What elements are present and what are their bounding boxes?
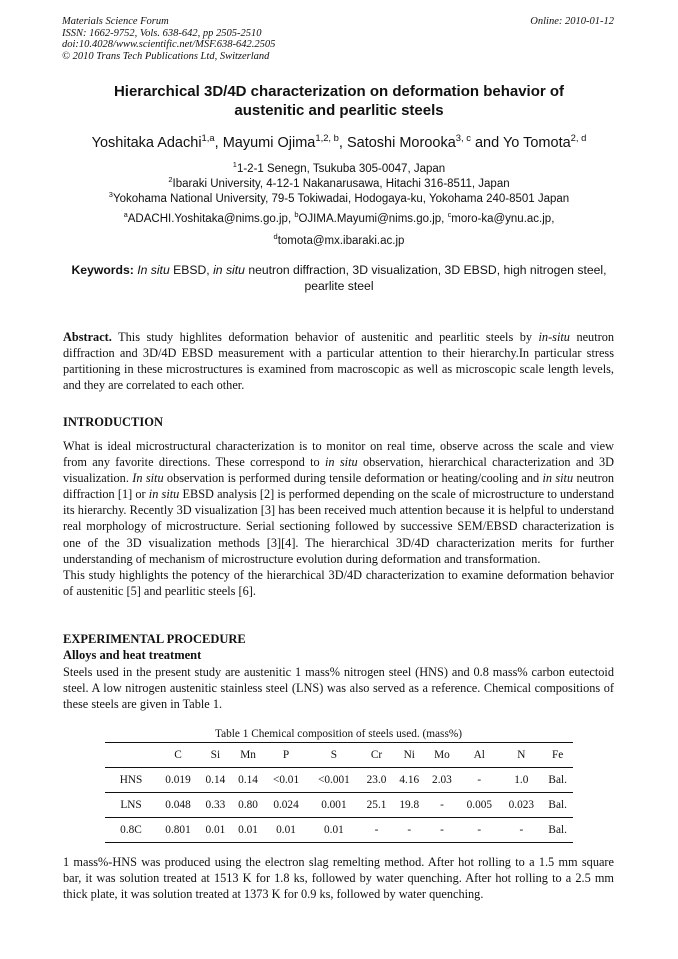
affiliation-3 [40, 192, 638, 207]
table-header-cell: N [517, 749, 526, 761]
intro-text: EBSD analysis [2] is performed depending on the scale of microstructure to understand its hierarchy. Recently 3D visualization [3] has been received much attention because it is helpful to understand real morphology of microstructure. Serial sectioning followed by successive SEM/EBSD characterization is one of the 3D visualization methods [3][4]. The hierarchical 3D/4D characterization merits for further understanding of mechanism of microstructure evolution during deformation and transformation. [63, 487, 615, 566]
table-header-cell: Mo [434, 749, 450, 761]
table-cell: 25.1 [366, 799, 387, 811]
subsection-heading-alloys: Alloys and heat treatment [63, 648, 202, 662]
author-separator: , [214, 135, 223, 151]
title-line-2: austenitic and pearlitic steels [234, 102, 444, 119]
keyword-italic: in situ [213, 263, 245, 277]
table-cell: 0.019 [165, 774, 191, 786]
email-sup: c [447, 210, 452, 220]
table-cell: - [440, 799, 444, 811]
keyword-text: EBSD, [169, 263, 214, 277]
affiliation-sup: 2 [168, 175, 173, 185]
affiliation-sup: 1 [232, 160, 237, 170]
table-row [105, 768, 573, 793]
intro-italic: In situ [132, 471, 164, 486]
author-separator: and [470, 135, 503, 151]
email-b[interactable]: OJIMA.Mayumi@nims.go.jp [298, 213, 442, 225]
email-line-1: $^a$ADACHI.Yoshitaka@nims.go.jp, $^b$OJIMA.Mayumi@nims.go.jp, $^c$moro-ka@ynu.ac.jp, [123, 210, 555, 225]
affiliation-text: 1-2-1 Senegn, Tsukuba 305-0047, Japan [236, 163, 446, 175]
table-row [105, 793, 573, 818]
author-separator: , [338, 135, 347, 151]
table-cell: <0.001 [318, 774, 350, 786]
table-caption: Table 1 Chemical composition of steels used. (mass%) [214, 728, 463, 740]
table-cell: 0.8C [120, 824, 142, 836]
table-cell: - [374, 824, 379, 836]
table-header-cell: Al [473, 749, 485, 761]
affiliation-2 [40, 177, 638, 192]
intro-paragraph-2: This study highlights the potency of the hierarchical 3D/4D characterization to examine deformation behavior of austenitic [5] and pearlitic steels [6]. [63, 567, 614, 598]
table-cell: <0.01 [272, 774, 300, 786]
table-cell: 2.03 [432, 774, 452, 786]
table-cell: 0.01 [205, 824, 226, 836]
table-cell: 0.005 [466, 799, 493, 811]
journal-name: Materials Science Forum [62, 16, 169, 27]
table-cell: 23.0 [366, 774, 387, 786]
table-cell: - [440, 824, 444, 836]
table-cell: 0.024 [273, 799, 299, 811]
author-affil-sup: 1,2, b [315, 132, 339, 144]
table-cell: Bal. [548, 774, 567, 786]
section-heading-introduction: INTRODUCTION [63, 415, 164, 429]
table-header-cell: Mn [240, 749, 256, 761]
table-cell: HNS [119, 774, 143, 786]
table-header-cell [105, 743, 157, 768]
paper-title [60, 82, 618, 120]
email-sup: a [123, 210, 128, 220]
affiliation-text: Yokohama National University, 79-5 Tokiwadai, Hodogaya-ku, Yokohama 240-8501 Japan [112, 193, 570, 205]
table-cell: Bal. [548, 824, 567, 836]
table-header-cell: Ni [403, 749, 415, 761]
table-cell: 0.14 [205, 774, 226, 786]
issn-line: ISSN: 1662-9752, Vols. 638-642, pp 2505-2510 [62, 27, 262, 39]
email-sup: d [273, 232, 278, 242]
table-cell: Bal. [548, 799, 567, 811]
table-cell: 19.8 [399, 799, 420, 811]
abstract-italic: in-situ [538, 330, 570, 344]
author-affil-sup: 1,a [201, 132, 215, 144]
journal-header [62, 16, 275, 62]
table-header-cell: Cr [370, 749, 383, 761]
table-cell: 0.01 [324, 824, 344, 836]
email-line-2 [40, 234, 638, 249]
keywords [63, 262, 615, 294]
table-cell: 0.01 [238, 824, 258, 836]
intro-italic: in situ [325, 455, 358, 470]
table-cell: 0.80 [238, 799, 258, 811]
email-c[interactable]: moro-ka@ynu.ac.jp [451, 213, 552, 225]
abstract-text: neutron diffraction and 3D/4D EBSD measurement with a particular attention to their hierarchy.In particular stress partitioning in these microstructures is examined from macroscopic as well as microscopic scale length levels, and they are correlated to each other. [63, 330, 615, 393]
table-cell: - [407, 824, 412, 836]
table-cell: - [477, 774, 482, 786]
doi-line: doi:10.4028/www.scientific.net/MSF.638-642.2505 [62, 39, 276, 51]
author-name: Yoshitaka Adachi [91, 135, 202, 151]
intro-italic: in situ [148, 487, 180, 502]
introduction-body [63, 438, 614, 599]
author-name: Satoshi Morooka [346, 135, 456, 151]
table-cell: 0.801 [165, 824, 191, 836]
experimental-paragraph-1: Steels used in the present study are austenitic 1 mass% nitrogen steel (HNS) and 0.8 mass% carbon eutectoid steel. A low nitrogen austenitic stainless steel (LNS) was also served as a reference. Chemical compositions of these steels are given in Table 1. [63, 665, 614, 712]
table-cell: 4.16 [399, 774, 420, 786]
author-affil-sup: 2, d [570, 132, 587, 144]
abstract [63, 329, 614, 393]
email-sup: b [294, 210, 299, 220]
table-cell: - [477, 824, 482, 836]
author-name: Yo Tomota [502, 135, 571, 151]
online-date: Online: 2010-01-12 [530, 16, 614, 27]
table-cell: 0.14 [238, 774, 258, 786]
intro-text: observation is performed during tensile deformation or heating/cooling and [163, 471, 543, 486]
table-cell: 0.001 [321, 799, 347, 811]
keyword-italic: In situ [137, 263, 170, 277]
affiliation-sup: 3 [108, 190, 113, 200]
table-cell: 1.0 [514, 774, 529, 786]
section-heading-experimental: EXPERIMENTAL PROCEDURE [63, 632, 246, 646]
experimental-paragraph-2: 1 mass%-HNS was produced using the electron slag remelting method. After hot rolling to a 1.5 mm square bar, it was solution treated at 1513 K for 1.8 ks, followed by water quenching. After hot rolling to a 2.5 mm thick plate, it was solution treated at 1373 K for 0.9 ks, followed by water quenching. [63, 855, 614, 902]
intro-text: observation, hierarchical characterization and 3D visualization. [63, 455, 614, 486]
author-name: Mayumi Ojima [222, 135, 316, 151]
author-list [40, 132, 638, 151]
table-header-cell: S [330, 749, 338, 761]
email-a[interactable]: ADACHI.Yoshitaka@nims.go.jp [127, 213, 288, 225]
table-row [105, 818, 573, 843]
table-cell: LNS [120, 799, 142, 811]
table-header-cell: Si [210, 749, 221, 761]
table-cell: 0.01 [276, 824, 296, 836]
intro-text: neutron diffraction [1] or [63, 471, 615, 502]
intro-italic: in situ [542, 471, 574, 486]
email-d[interactable]: tomota@mx.ibaraki.ac.jp [277, 235, 405, 247]
abstract-text: This study highlites deformation behavior of austenitic and pearlitic steels by [111, 330, 539, 344]
keyword-text: neutron diffraction, 3D visualization, 3D EBSD, high nitrogen steel, pearlite steel [244, 263, 607, 293]
affiliation-text: Ibaraki University, 4-12-1 Nakanarusawa, Hitachi 316-8511, Japan [172, 178, 510, 190]
keywords-label: Keywords: [71, 263, 134, 277]
composition-table [105, 742, 573, 843]
table-header-cell: P [282, 749, 290, 761]
copyright-line: © 2010 Trans Tech Publications Ltd, Switzerland [62, 50, 270, 62]
abstract-label: Abstract. [63, 330, 112, 344]
table-cell: 0.023 [508, 799, 535, 811]
table-cell: - [519, 824, 524, 836]
title-line-1: Hierarchical 3D/4D characterization on deformation behavior of [113, 83, 565, 100]
table-header-row [105, 743, 573, 768]
intro-text: What is ideal microstructural characterization is to monitor on real time, observe across the scale and view from any favorite directions. These correspond to [63, 439, 614, 470]
affiliation-1 [40, 162, 638, 177]
table-header-cell: C [174, 749, 182, 761]
table-header-cell: Fe [552, 749, 564, 761]
table-cell: 0.048 [165, 799, 191, 811]
table-cell: 0.33 [205, 799, 226, 811]
author-affil-sup: 3, c [455, 132, 471, 144]
